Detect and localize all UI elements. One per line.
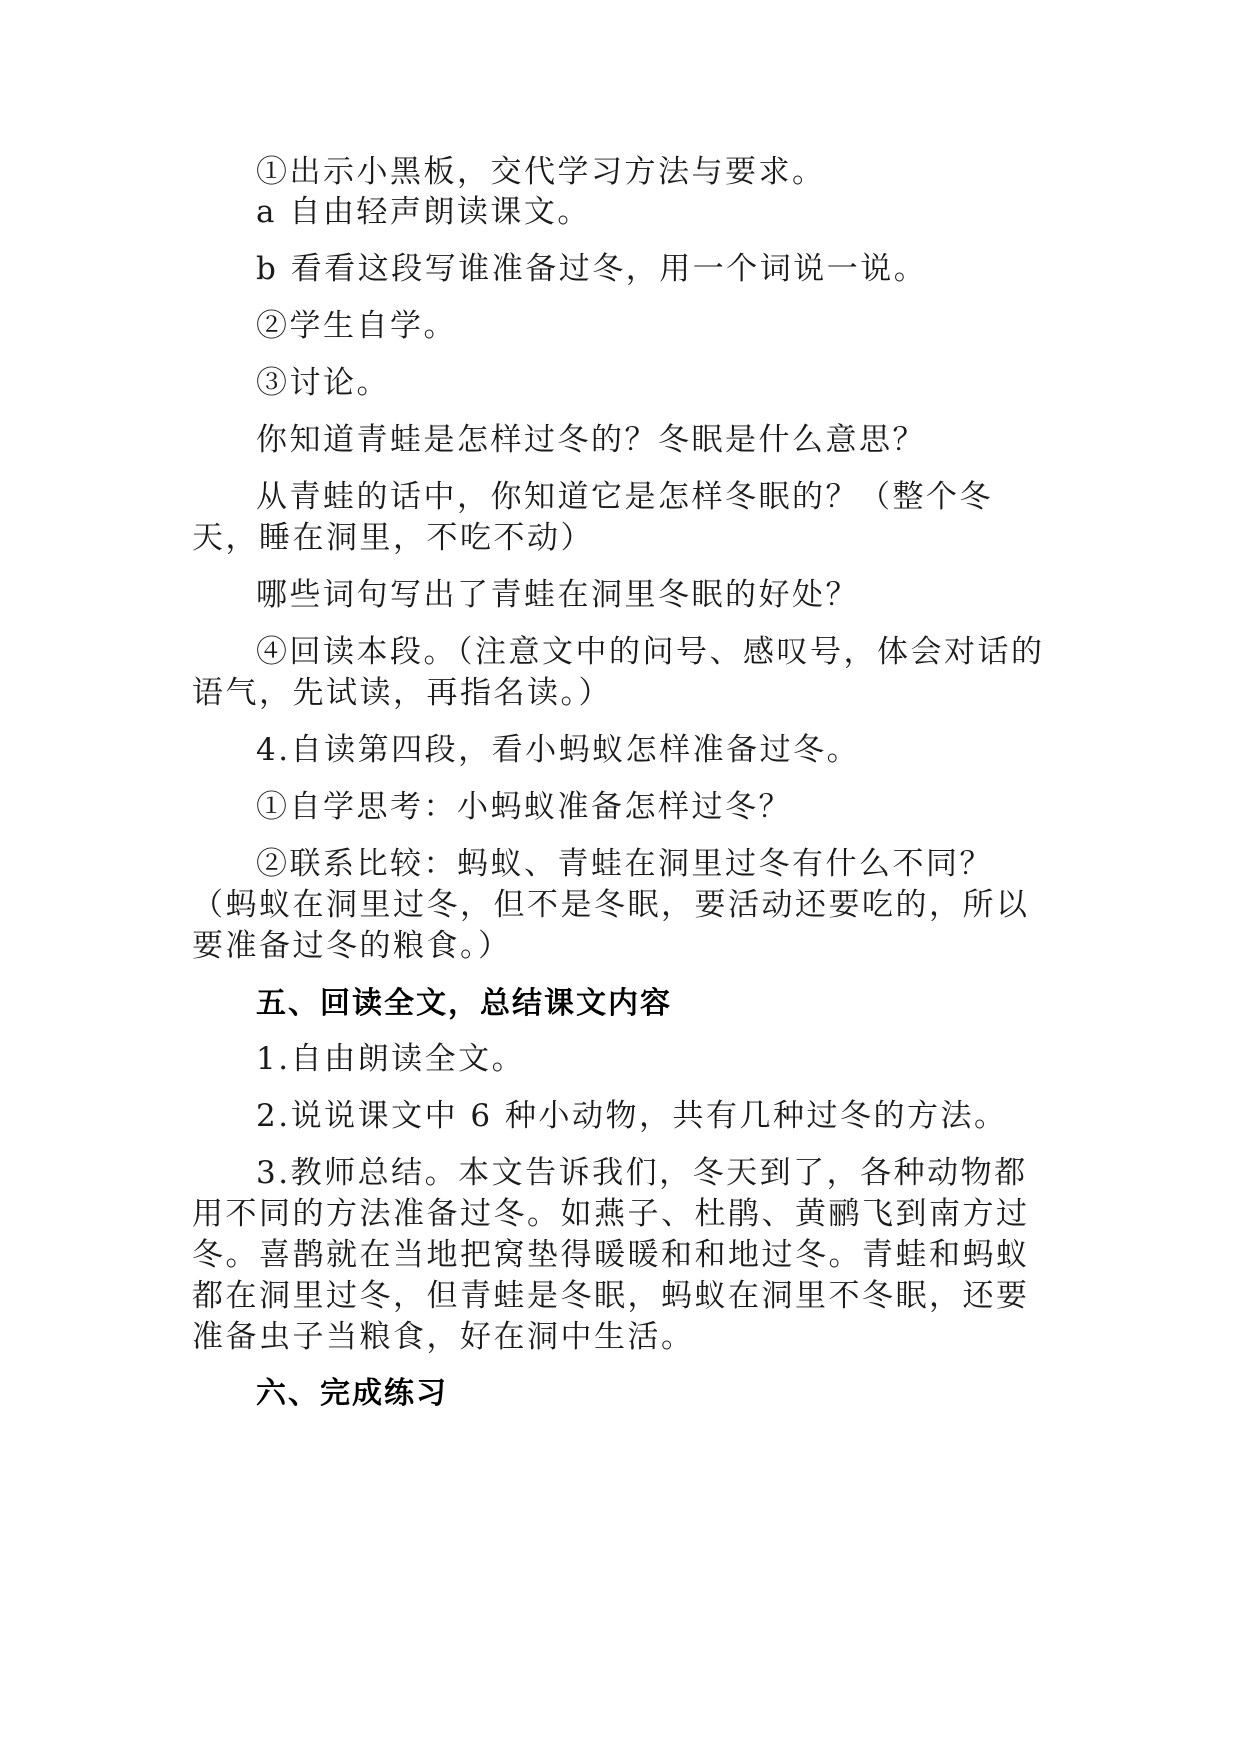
paragraph-item-4: 4.自读第四段，看小蚂蚁怎样准备过冬。 xyxy=(256,732,861,768)
paragraph-summary-1: 1.自由朗读全文。 xyxy=(256,1041,526,1077)
paragraph-summary-2: 2.说说课文中 6 种小动物，共有几种过冬的方法。 xyxy=(256,1098,1008,1134)
paragraph-step-1: ①出示小黑板，交代学习方法与要求。 xyxy=(256,154,826,190)
paragraph-question-1: 你知道青蛙是怎样过冬的？冬眠是什么意思？ xyxy=(256,422,926,458)
paragraph-step-2: ②学生自学。 xyxy=(256,308,457,344)
paragraph-step-a: a 自由轻声朗读课文。 xyxy=(256,194,591,230)
section-heading-6: 六、完成练习 xyxy=(256,1376,448,1411)
paragraph-summary-3: 3.教师总结。本文告诉我们，冬天到了，各种动物都用不同的方法准备过冬。如燕子、杜鹃、黄鹂飞到南方过冬。喜鹊就在当地把窝垫得暖暖和和地过冬。青蛙和蚂蚁都在洞里过冬，但青蛙是冬眠，蚂蚁在洞里不冬眠，还要准备虫子当粮食，好在洞中生活。 xyxy=(192,1155,1030,1355)
paragraph-self-study: ①自学思考：小蚂蚁准备怎样过冬？ xyxy=(256,789,792,825)
paragraph-compare: ②联系比较：蚂蚁、青蛙在洞里过冬有什么不同？（蚂蚁在洞里过冬，但不是冬眠，要活动还要吃的，所以要准备过冬的粮食。） xyxy=(192,846,1030,964)
paragraph-question-2: 从青蛙的话中，你知道它是怎样冬眠的？（整个冬天，睡在洞里，不吃不动） xyxy=(192,479,993,556)
section-heading-5: 五、回读全文，总结课文内容 xyxy=(256,986,672,1021)
paragraph-step-b: b 看看这段写谁准备过冬，用一个词说一说。 xyxy=(256,251,928,287)
paragraph-step-3: ③讨论。 xyxy=(256,365,390,401)
paragraph-question-3: 哪些词句写出了青蛙在洞里冬眠的好处？ xyxy=(256,577,859,613)
paragraph-step-4: ④回读本段。（注意文中的问号、感叹号，体会对话的语气，先试读，再指名读。） xyxy=(192,634,1045,711)
